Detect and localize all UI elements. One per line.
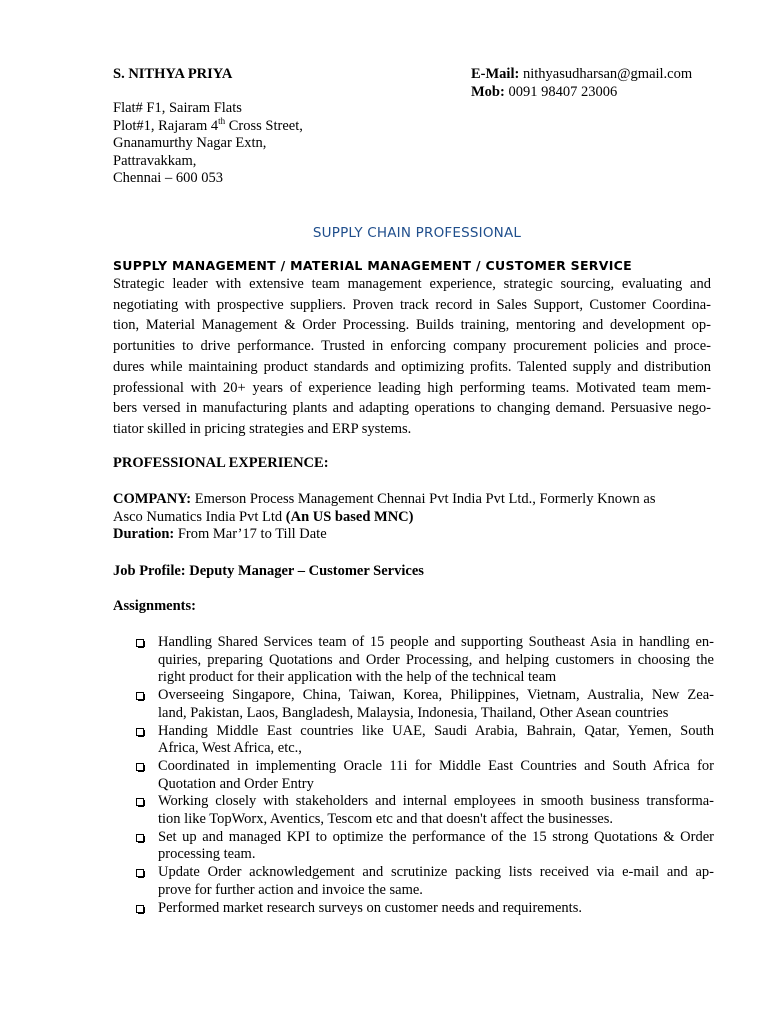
assignment-line: right product for their application with the help of the technical team (158, 669, 557, 686)
company-line: COMPANY: Emerson Process Management Chennai Pvt India Pvt Ltd., Formerly Known as (113, 491, 656, 507)
email-value: nithyasudharsan@gmail.com (522, 66, 693, 82)
address-line: Gnanamurthy Nagar Extn, (113, 135, 267, 151)
assignment-item (134, 723, 714, 758)
summary-line: Strategic leader with extensive team management experience, strategic sourcing, evaluating and (113, 276, 711, 292)
summary-line: tion, Material Management & Order Processing. Builds training, mentoring and development op- (113, 317, 711, 334)
contact-block (471, 66, 692, 101)
checkbox-bullet-icon (136, 728, 144, 736)
assignment-line: Update Order acknowledgement and scrutinize packing lists received via e-mail and ap- (158, 864, 714, 881)
assignment-item (134, 634, 714, 687)
checkbox-bullet-icon (136, 763, 144, 771)
assignment-line: Handing Middle East countries like UAE, Saudi Arabia, Bahrain, Qatar, Yemen, South (158, 722, 714, 739)
specialization-subtitle: SUPPLY MANAGEMENT / MATERIAL MANAGEMENT / CUSTOMER SERVICE (113, 258, 632, 273)
summary-line: professional with 20+ years of experience leading high performing teams. Motivated team mem- (113, 379, 711, 396)
company-block (113, 491, 655, 544)
assignment-item (134, 687, 714, 722)
checkbox-bullet-icon (136, 639, 144, 647)
address-line: Flat# F1, Sairam Flats (113, 100, 242, 116)
assignment-line: quiries, preparing Quotations and Order Processing, and helping customers in choosing the (158, 651, 714, 668)
job-profile: Job Profile: Deputy Manager – Customer Services (113, 563, 424, 579)
assignment-line: Performed market research surveys on customer needs and requirements. (158, 899, 582, 916)
checkbox-bullet-icon (136, 869, 144, 877)
assignment-line: land, Pakistan, Laos, Bangladesh, Malaysia, Indonesia, Thailand, Other Asean countries (158, 704, 669, 721)
address-line: Plot#1, Rajaram 4th Cross Street, (113, 115, 303, 134)
duration-label: Duration: (113, 526, 175, 542)
assignment-line: Working closely with stakeholders and internal employees in smooth business transforma- (158, 793, 714, 810)
checkbox-bullet-icon (136, 798, 144, 806)
mobile-value: 0091 98407 23006 (508, 83, 618, 100)
assignment-line: Quotation and Order Entry (158, 775, 314, 792)
summary-line: tiator skilled in pricing strategies and ERP systems. (113, 420, 412, 437)
assignment-item (134, 829, 714, 864)
candidate-name: S. NITHYA PRIYA (113, 66, 233, 82)
email-label: E-Mail: (471, 66, 520, 82)
checkbox-bullet-icon (136, 905, 144, 913)
assignment-item (134, 900, 714, 918)
summary-line: bers versed in manufacturing plants and adapting operations to changing demand. Persuasive nego- (113, 400, 711, 417)
assignment-item (134, 864, 714, 899)
company-label: COMPANY: (113, 491, 192, 507)
assignment-line: Overseeing Singapore, China, Taiwan, Korea, Philippines, Vietnam, Australia, New Zea- (158, 687, 714, 704)
assignment-line: Handling Shared Services team of 15 people and supporting Southeast Asia in handling en- (158, 634, 714, 650)
email-line (471, 66, 692, 84)
address-line: Chennai – 600 053 (113, 170, 223, 186)
summary-line: dures while maintaining product standards and optimizing profits. Talented supply and distribution (113, 358, 711, 375)
duration-line: Duration: From Mar’17 to Till Date (113, 526, 327, 542)
assignment-line: tion like TopWorx, Aventics, Tescom etc and that doesn't affect the businesses. (158, 811, 613, 828)
company-line: Asco Numatics India Pvt Ltd (An US based MNC) (113, 508, 414, 525)
assignments-list (134, 634, 714, 917)
company-mnc: (An US based MNC) (285, 508, 414, 525)
assignment-line: Africa, West Africa, etc., (158, 740, 302, 757)
checkbox-bullet-icon (136, 692, 144, 700)
mobile-label: Mob: (471, 83, 505, 100)
assignment-line: Set up and managed KPI to optimize the performance of the 15 strong Quotations & Order (158, 828, 714, 845)
mobile-line (471, 84, 692, 102)
checkbox-bullet-icon (136, 834, 144, 842)
summary-paragraph (113, 274, 711, 440)
assignments-heading: Assignments: (113, 598, 196, 614)
experience-heading: PROFESSIONAL EXPERIENCE: (113, 455, 329, 471)
summary-line: portunities to drive performance. Trusted in enforcing company procurement policies and proce- (113, 338, 711, 355)
professional-title: SUPPLY CHAIN PROFESSIONAL (312, 225, 522, 241)
assignment-item (134, 758, 714, 793)
address-block (113, 100, 303, 188)
assignment-line: processing team. (158, 846, 256, 863)
address-line: Pattravakkam, (113, 152, 197, 169)
assignment-item (134, 793, 714, 828)
summary-line: negotiating with prospective suppliers. Proven track record in Sales Support, Customer Coordina- (113, 296, 711, 313)
assignment-line: prove for further action and invoice the same. (158, 881, 423, 898)
assignment-line: Coordinated in implementing Oracle 11i for Middle East Countries and South Africa for (158, 757, 714, 774)
